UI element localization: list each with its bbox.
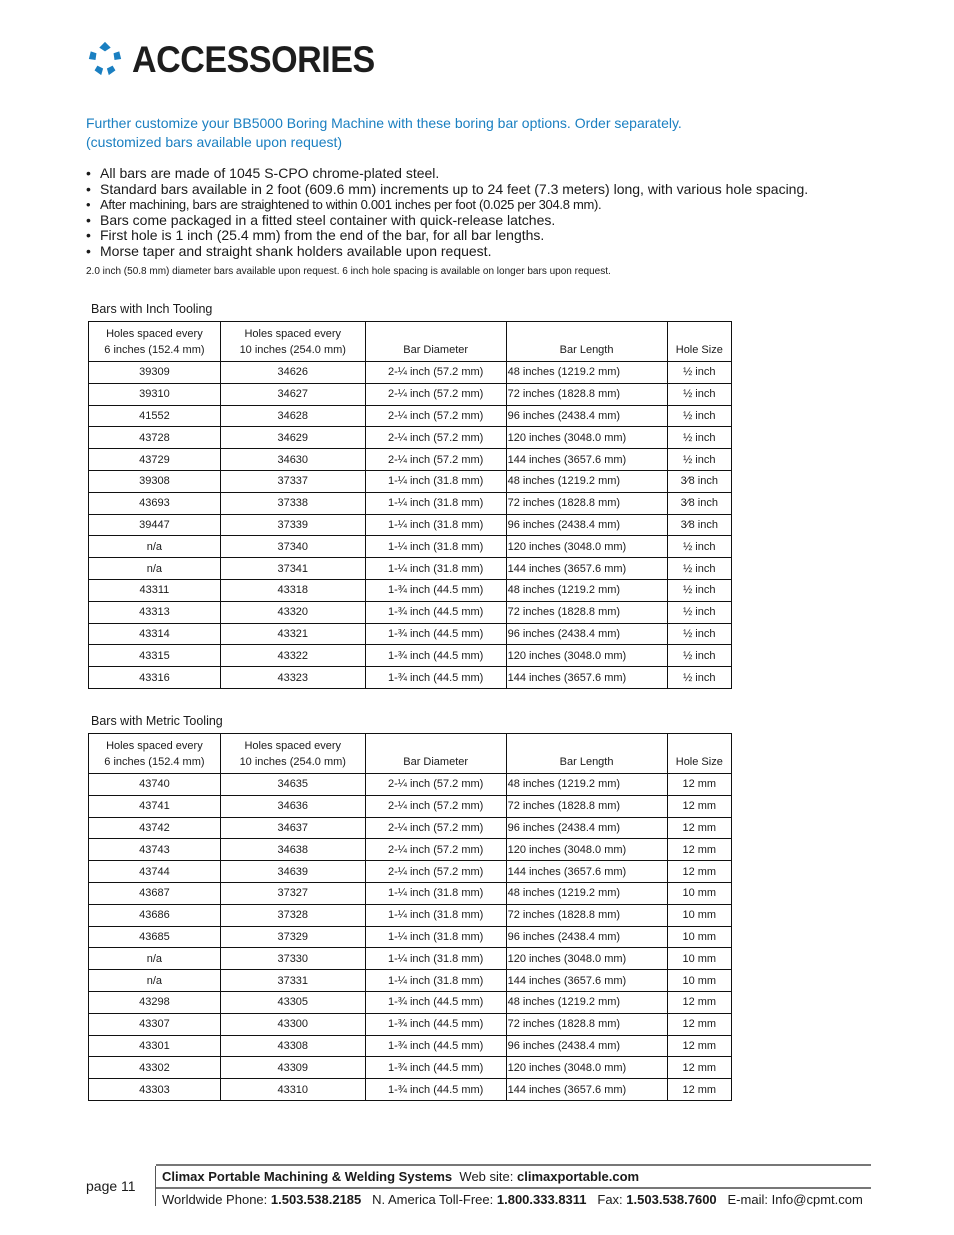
- cell-part-6in: 43685: [89, 926, 221, 948]
- cell-part-10in: 43308: [220, 1035, 365, 1057]
- cell-hole-size: 10 mm: [667, 970, 731, 992]
- company-name: Climax Portable Machining & Welding Systems: [162, 1169, 453, 1184]
- cell-hole-size: ½ inch: [667, 427, 731, 449]
- cell-part-6in: 39308: [89, 470, 221, 492]
- cell-bar-diameter: 1-¾ inch (44.5 mm): [365, 579, 506, 601]
- table-row: [89, 623, 732, 645]
- cell-part-6in: 43303: [89, 1079, 221, 1101]
- cell-bar-length: 120 inches (3048.0 mm): [506, 1057, 667, 1079]
- cell-bar-diameter: 1-¾ inch (44.5 mm): [365, 991, 506, 1013]
- header-holes-10in: Holes spaced every 10 inches (254.0 mm): [220, 734, 365, 774]
- list-item: • After machining, bars are straightened to within 0.001 inches per foot (0.025 per 304.8 mm).: [86, 197, 602, 213]
- cell-hole-size: ½ inch: [667, 405, 731, 427]
- cell-hole-size: 12 mm: [667, 817, 731, 839]
- cell-part-6in: 39447: [89, 514, 221, 536]
- header-holes-6in: Holes spaced every 6 inches (152.4 mm): [89, 322, 221, 362]
- cell-part-10in: 37330: [220, 948, 365, 970]
- table-row: [89, 774, 732, 796]
- cell-bar-diameter: 1-¼ inch (31.8 mm): [365, 492, 506, 514]
- cell-bar-length: 144 inches (3657.6 mm): [506, 667, 667, 689]
- cell-bar-diameter: 1-¾ inch (44.5 mm): [365, 645, 506, 667]
- tollfree-number: 1.800.333.8311: [496, 1192, 587, 1207]
- cell-part-10in: 34628: [220, 405, 365, 427]
- cell-hole-size: ½ inch: [667, 601, 731, 623]
- header-holes-6in: Holes spaced every 6 inches (152.4 mm): [89, 734, 221, 774]
- cell-hole-size: 12 mm: [667, 774, 731, 796]
- metric-table-caption: Bars with Metric Tooling: [91, 714, 223, 728]
- table-row: [89, 383, 732, 405]
- cell-hole-size: 12 mm: [667, 1013, 731, 1035]
- cell-bar-length: 96 inches (2438.4 mm): [506, 1035, 667, 1057]
- cell-part-10in: 34630: [220, 449, 365, 471]
- cell-hole-size: ½ inch: [667, 667, 731, 689]
- inch-tooling-table: [88, 321, 732, 689]
- table-row: [89, 601, 732, 623]
- availability-note: 2.0 inch (50.8 mm) diameter bars available upon request. 6 inch hole spacing is available on longer bars upon request.: [86, 266, 611, 277]
- footer-divider: [156, 1187, 871, 1189]
- cell-bar-length: 120 inches (3048.0 mm): [506, 948, 667, 970]
- cell-part-10in: 37341: [220, 558, 365, 580]
- cell-bar-diameter: 1-¾ inch (44.5 mm): [365, 601, 506, 623]
- cell-bar-diameter: 2-¼ inch (57.2 mm): [365, 449, 506, 471]
- cell-part-10in: 37338: [220, 492, 365, 514]
- cell-bar-length: 120 inches (3048.0 mm): [506, 536, 667, 558]
- cell-bar-length: 144 inches (3657.6 mm): [506, 558, 667, 580]
- table-row: [89, 449, 732, 471]
- cell-bar-length: 48 inches (1219.2 mm): [506, 362, 667, 384]
- header-bar-diameter: Bar Diameter: [365, 322, 506, 362]
- cell-bar-length: 96 inches (2438.4 mm): [506, 926, 667, 948]
- cell-part-6in: 43729: [89, 449, 221, 471]
- cell-hole-size: ½ inch: [667, 362, 731, 384]
- cell-part-10in: 43322: [220, 645, 365, 667]
- cell-bar-length: 72 inches (1828.8 mm): [506, 795, 667, 817]
- cell-part-10in: 34626: [220, 362, 365, 384]
- cell-hole-size: 10 mm: [667, 882, 731, 904]
- cell-bar-diameter: 1-¼ inch (31.8 mm): [365, 558, 506, 580]
- table-row: [89, 405, 732, 427]
- cell-bar-length: 48 inches (1219.2 mm): [506, 882, 667, 904]
- cell-part-10in: 34637: [220, 817, 365, 839]
- cell-part-6in: 43740: [89, 774, 221, 796]
- table-row: [89, 904, 732, 926]
- metric-tooling-table: [88, 733, 732, 1101]
- website-link[interactable]: climaxportable.com: [516, 1169, 640, 1184]
- cell-part-6in: n/a: [89, 558, 221, 580]
- phone-number: 1.503.538.2185: [270, 1192, 362, 1207]
- feature-list: [86, 166, 886, 260]
- header-hole-size: Hole Size: [667, 734, 731, 774]
- cell-bar-diameter: 1-¼ inch (31.8 mm): [365, 536, 506, 558]
- table-header-row: [89, 734, 732, 774]
- email-link[interactable]: Info@cpmt.com: [771, 1192, 863, 1207]
- header-bar-length: Bar Length: [506, 322, 667, 362]
- cell-bar-diameter: 1-¾ inch (44.5 mm): [365, 1079, 506, 1101]
- table-row: [89, 991, 732, 1013]
- cell-bar-diameter: 1-¾ inch (44.5 mm): [365, 1013, 506, 1035]
- cell-part-6in: 43307: [89, 1013, 221, 1035]
- cell-part-6in: 43313: [89, 601, 221, 623]
- cell-bar-length: 96 inches (2438.4 mm): [506, 623, 667, 645]
- cell-bar-length: 72 inches (1828.8 mm): [506, 492, 667, 514]
- table-row: [89, 817, 732, 839]
- table-row: [89, 1079, 732, 1101]
- cell-hole-size: 10 mm: [667, 948, 731, 970]
- cell-part-6in: n/a: [89, 970, 221, 992]
- cell-part-10in: 37337: [220, 470, 365, 492]
- table-row: [89, 1013, 732, 1035]
- cell-bar-length: 96 inches (2438.4 mm): [506, 817, 667, 839]
- header-bar-length: Bar Length: [506, 734, 667, 774]
- cell-hole-size: ½ inch: [667, 383, 731, 405]
- table-row: [89, 1057, 732, 1079]
- cell-hole-size: ½ inch: [667, 645, 731, 667]
- cell-part-6in: 43741: [89, 795, 221, 817]
- cell-bar-diameter: 2-¼ inch (57.2 mm): [365, 861, 506, 883]
- cell-part-10in: 43310: [220, 1079, 365, 1101]
- cell-hole-size: 12 mm: [667, 861, 731, 883]
- cell-part-10in: 34639: [220, 861, 365, 883]
- cell-part-6in: 43298: [89, 991, 221, 1013]
- cell-bar-diameter: 1-¾ inch (44.5 mm): [365, 667, 506, 689]
- cell-part-10in: 37331: [220, 970, 365, 992]
- cell-part-6in: 43743: [89, 839, 221, 861]
- cell-bar-diameter: 2-¼ inch (57.2 mm): [365, 817, 506, 839]
- cell-hole-size: 12 mm: [667, 1079, 731, 1101]
- cell-part-10in: 43309: [220, 1057, 365, 1079]
- cell-hole-size: 12 mm: [667, 1035, 731, 1057]
- cell-bar-length: 48 inches (1219.2 mm): [506, 579, 667, 601]
- cell-part-6in: n/a: [89, 948, 221, 970]
- footer-company-line: Climax Portable Machining & Welding Systems Web site: climaxportable.com: [162, 1169, 640, 1184]
- table-row: [89, 514, 732, 536]
- cell-part-10in: 34629: [220, 427, 365, 449]
- intro-line-2: (customized bars available upon request): [86, 134, 343, 150]
- table-row: [89, 882, 732, 904]
- cell-part-10in: 43305: [220, 991, 365, 1013]
- cell-part-6in: 43314: [89, 623, 221, 645]
- cell-part-6in: 43316: [89, 667, 221, 689]
- cell-part-10in: 34627: [220, 383, 365, 405]
- cell-bar-length: 144 inches (3657.6 mm): [506, 861, 667, 883]
- intro-text: [86, 114, 846, 152]
- table-header-row: [89, 322, 732, 362]
- cell-bar-length: 144 inches (3657.6 mm): [506, 449, 667, 471]
- cell-bar-diameter: 1-¼ inch (31.8 mm): [365, 904, 506, 926]
- cell-part-10in: 43321: [220, 623, 365, 645]
- cell-bar-length: 72 inches (1828.8 mm): [506, 601, 667, 623]
- cell-bar-diameter: 2-¼ inch (57.2 mm): [365, 839, 506, 861]
- cell-bar-diameter: 2-¼ inch (57.2 mm): [365, 427, 506, 449]
- cell-hole-size: 12 mm: [667, 795, 731, 817]
- cell-part-10in: 34636: [220, 795, 365, 817]
- cell-bar-length: 96 inches (2438.4 mm): [506, 514, 667, 536]
- cell-part-6in: 43302: [89, 1057, 221, 1079]
- fax-number: 1.503.538.7600: [626, 1192, 717, 1207]
- cell-bar-diameter: 1-¼ inch (31.8 mm): [365, 514, 506, 536]
- intro-line-1: Further customize your BB5000 Boring Machine with these boring bar options. Order separately.: [86, 115, 682, 131]
- cell-bar-diameter: 1-¼ inch (31.8 mm): [365, 470, 506, 492]
- cell-part-10in: 43323: [220, 667, 365, 689]
- cell-part-6in: 39309: [89, 362, 221, 384]
- cell-bar-length: 48 inches (1219.2 mm): [506, 774, 667, 796]
- cell-bar-diameter: 1-¾ inch (44.5 mm): [365, 623, 506, 645]
- cell-part-6in: 43686: [89, 904, 221, 926]
- cell-hole-size: ½ inch: [667, 449, 731, 471]
- inch-table-caption: Bars with Inch Tooling: [91, 302, 213, 316]
- cell-hole-size: 3⁄8 inch: [667, 492, 731, 514]
- cell-hole-size: ½ inch: [667, 558, 731, 580]
- cell-part-6in: 43728: [89, 427, 221, 449]
- cell-part-10in: 43318: [220, 579, 365, 601]
- cell-part-10in: 37329: [220, 926, 365, 948]
- cell-bar-length: 96 inches (2438.4 mm): [506, 405, 667, 427]
- cell-bar-diameter: 1-¼ inch (31.8 mm): [365, 926, 506, 948]
- cell-part-6in: 43744: [89, 861, 221, 883]
- list-item: • Morse taper and straight shank holders available upon request.: [86, 242, 492, 259]
- cell-bar-length: 72 inches (1828.8 mm): [506, 383, 667, 405]
- cell-bar-length: 72 inches (1828.8 mm): [506, 1013, 667, 1035]
- cell-bar-length: 120 inches (3048.0 mm): [506, 427, 667, 449]
- cell-hole-size: 3⁄8 inch: [667, 514, 731, 536]
- cell-bar-length: 120 inches (3048.0 mm): [506, 645, 667, 667]
- table-row: [89, 536, 732, 558]
- cell-part-6in: 39310: [89, 383, 221, 405]
- cell-part-6in: 43742: [89, 817, 221, 839]
- cell-hole-size: 12 mm: [667, 839, 731, 861]
- footer-divider: [155, 1166, 156, 1206]
- cell-bar-diameter: 1-¾ inch (44.5 mm): [365, 1035, 506, 1057]
- list-item: • Bars come packaged in a fitted steel container with quick-release latches.: [86, 211, 556, 228]
- cell-bar-diameter: 2-¼ inch (57.2 mm): [365, 405, 506, 427]
- cell-hole-size: 12 mm: [667, 1057, 731, 1079]
- table-row: [89, 839, 732, 861]
- cell-part-10in: 43320: [220, 601, 365, 623]
- footer-contact-line: Worldwide Phone: 1.503.538.2185 N. America Toll-Free: 1.800.333.8311 Fax: 1.503.538.7600 E-mail: Info@cpmt.com: [162, 1192, 863, 1207]
- cell-bar-diameter: 1-¾ inch (44.5 mm): [365, 1057, 506, 1079]
- cell-bar-length: 120 inches (3048.0 mm): [506, 839, 667, 861]
- cell-part-6in: 43301: [89, 1035, 221, 1057]
- header-hole-size: Hole Size: [667, 322, 731, 362]
- cell-bar-diameter: 2-¼ inch (57.2 mm): [365, 383, 506, 405]
- cell-part-10in: 37339: [220, 514, 365, 536]
- table-row: [89, 1035, 732, 1057]
- cell-part-10in: 43300: [220, 1013, 365, 1035]
- table-row: [89, 492, 732, 514]
- footer-divider: [156, 1164, 871, 1166]
- table-row: [89, 470, 732, 492]
- cell-hole-size: 10 mm: [667, 926, 731, 948]
- cell-hole-size: 10 mm: [667, 904, 731, 926]
- cell-hole-size: 12 mm: [667, 991, 731, 1013]
- cell-part-10in: 37340: [220, 536, 365, 558]
- cell-part-6in: 43687: [89, 882, 221, 904]
- cell-bar-diameter: 2-¼ inch (57.2 mm): [365, 774, 506, 796]
- table-row: [89, 948, 732, 970]
- cell-bar-diameter: 2-¼ inch (57.2 mm): [365, 362, 506, 384]
- cell-hole-size: 3⁄8 inch: [667, 470, 731, 492]
- cell-bar-diameter: 1-¼ inch (31.8 mm): [365, 948, 506, 970]
- cell-bar-diameter: 1-¼ inch (31.8 mm): [365, 970, 506, 992]
- table-row: [89, 579, 732, 601]
- cell-part-6in: n/a: [89, 536, 221, 558]
- table-row: [89, 861, 732, 883]
- cell-bar-length: 48 inches (1219.2 mm): [506, 991, 667, 1013]
- table-row: [89, 427, 732, 449]
- table-row: [89, 795, 732, 817]
- table-row: [89, 645, 732, 667]
- cell-part-10in: 37327: [220, 882, 365, 904]
- cell-bar-length: 144 inches (3657.6 mm): [506, 970, 667, 992]
- table-row: [89, 926, 732, 948]
- cell-part-6in: 43315: [89, 645, 221, 667]
- table-row: [89, 362, 732, 384]
- cell-part-6in: 41552: [89, 405, 221, 427]
- page-title: ACCESSORIES: [132, 39, 375, 80]
- cell-bar-diameter: 1-¼ inch (31.8 mm): [365, 882, 506, 904]
- list-item: • First hole is 1 inch (25.4 mm) from the end of the bar, for all bar lengths.: [86, 227, 545, 244]
- table-row: [89, 558, 732, 580]
- table-row: [89, 970, 732, 992]
- header-holes-10in: Holes spaced every 10 inches (254.0 mm): [220, 322, 365, 362]
- page-footer: [86, 1164, 871, 1208]
- cell-part-6in: 43693: [89, 492, 221, 514]
- header-bar-diameter: Bar Diameter: [365, 734, 506, 774]
- cell-part-10in: 34635: [220, 774, 365, 796]
- cell-bar-length: 72 inches (1828.8 mm): [506, 904, 667, 926]
- cell-bar-length: 144 inches (3657.6 mm): [506, 1079, 667, 1101]
- climax-logo-icon: [86, 40, 124, 78]
- list-item: • Standard bars available in 2 foot (609.6 mm) increments up to 24 feet (7.3 meters) long, with various hole spacing.: [86, 180, 809, 197]
- cell-part-10in: 37328: [220, 904, 365, 926]
- page-number: page 11: [86, 1178, 136, 1194]
- cell-part-10in: 34638: [220, 839, 365, 861]
- cell-hole-size: ½ inch: [667, 623, 731, 645]
- cell-bar-diameter: 2-¼ inch (57.2 mm): [365, 795, 506, 817]
- cell-hole-size: ½ inch: [667, 579, 731, 601]
- cell-part-6in: 43311: [89, 579, 221, 601]
- cell-hole-size: ½ inch: [667, 536, 731, 558]
- list-item: • All bars are made of 1045 S-CPO chrome-plated steel.: [86, 165, 440, 181]
- cell-bar-length: 48 inches (1219.2 mm): [506, 470, 667, 492]
- table-row: [89, 667, 732, 689]
